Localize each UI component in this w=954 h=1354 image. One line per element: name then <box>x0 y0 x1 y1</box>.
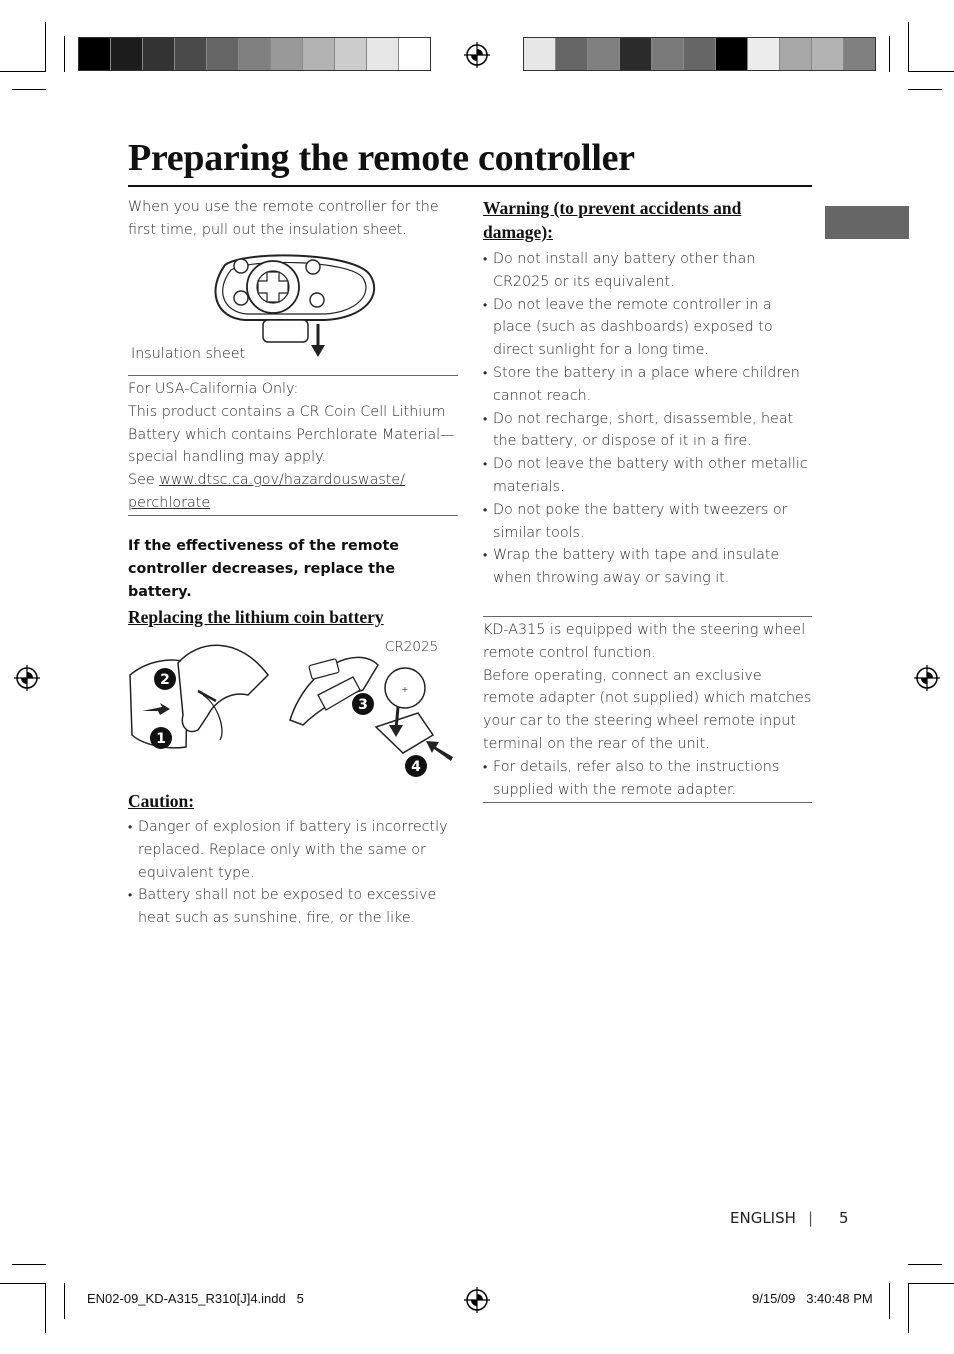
color-swatch <box>780 38 812 70</box>
footer-language: ENGLISH <box>730 1209 796 1227</box>
color-calibration-bar-left <box>78 37 431 71</box>
registration-mark-icon <box>462 1285 492 1315</box>
warning-list <box>483 248 813 590</box>
steering-bullet-item: • For details, refer also to the instructions supplied with the remote adapter. <box>483 756 812 802</box>
california-body: This product contains a CR Coin Cell Lithium Battery which contains Perchlorate Material—special handling may apply. <box>128 403 455 466</box>
registration-mark-icon <box>462 40 492 70</box>
step-3-badge-icon <box>352 693 374 715</box>
california-see-line <box>128 469 413 515</box>
step-1-badge-icon <box>150 727 172 749</box>
replacing-battery-heading: Replacing the lithium coin battery <box>128 607 384 627</box>
slug-timestamp: 9/15/09 3:40:48 PM <box>752 1291 873 1306</box>
list-item: • Do not leave the battery with other metallic materials. <box>483 453 813 499</box>
step-4-number: 4 <box>411 759 421 775</box>
color-swatch <box>684 38 716 70</box>
color-swatch <box>335 38 367 70</box>
slug-filename: EN02-09_KD-A315_R310[J]4.indd 5 <box>87 1291 304 1306</box>
color-swatch <box>524 38 556 70</box>
color-swatch <box>207 38 239 70</box>
color-swatch <box>239 38 271 70</box>
california-top-rule <box>128 375 458 376</box>
steering-bullets <box>483 756 812 802</box>
see-label: See <box>128 472 155 489</box>
list-item: • Do not recharge, short, disassemble, heat the battery, or dispose of it in a fire. <box>483 408 813 454</box>
footer-separator: | <box>808 1209 814 1227</box>
step-4-badge-icon <box>405 755 427 777</box>
registration-mark-icon <box>12 663 42 693</box>
california-notice <box>128 378 458 515</box>
list-item: • Danger of explosion if battery is incorrectly replaced. Replace only with the same or equivalent type. <box>128 816 458 884</box>
language-tab <box>825 206 909 239</box>
color-swatch <box>588 38 620 70</box>
step-1-number: 1 <box>156 731 166 747</box>
color-swatch <box>716 38 748 70</box>
color-swatch <box>844 38 875 70</box>
color-swatch <box>271 38 303 70</box>
color-swatch <box>399 38 430 70</box>
steering-paragraph-2: Before operating, connect an exclusive remote adapter (not supplied) which matches your car to the steering wheel remote input terminal on the rear of the unit. <box>483 667 812 752</box>
steering-bottom-rule <box>483 802 812 803</box>
color-swatch <box>175 38 207 70</box>
color-swatch <box>620 38 652 70</box>
california-bottom-rule <box>128 515 458 516</box>
color-swatch <box>367 38 399 70</box>
color-swatch <box>812 38 844 70</box>
steering-paragraph-1: KD-A315 is equipped with the steering wheel remote control function. <box>483 622 806 661</box>
steering-top-rule <box>483 616 812 617</box>
page-number: 5 <box>839 1209 849 1227</box>
color-swatch <box>303 38 335 70</box>
registration-mark-icon <box>912 663 942 693</box>
list-item: • Battery shall not be exposed to excessive heat such as sunshine, fire, or the like. <box>128 884 458 930</box>
steering-wheel-section <box>483 619 812 801</box>
insulation-sheet-label: Insulation sheet <box>131 346 246 362</box>
list-item: • Do not poke the battery with tweezers or similar tools. <box>483 499 813 545</box>
color-swatch <box>79 38 111 70</box>
color-swatch <box>748 38 780 70</box>
title-rule <box>128 185 812 187</box>
page-title: Preparing the remote controller <box>128 137 635 179</box>
color-swatch <box>652 38 684 70</box>
caution-list <box>128 816 458 930</box>
color-swatch <box>143 38 175 70</box>
step-2-badge-icon <box>154 668 176 690</box>
california-heading: For USA-California Only: <box>128 381 299 397</box>
svg-text:+: + <box>401 685 409 694</box>
battery-type-label: CR2025 <box>385 639 439 655</box>
color-calibration-bar-right <box>523 37 876 71</box>
dtsc-link[interactable]: www.dtsc.ca.gov/hazardouswaste/perchlorate <box>128 472 406 511</box>
list-item: • Do not install any battery other than CR2025 or its equivalent. <box>483 248 813 294</box>
list-item: • Do not leave the remote controller in a place (such as dashboards) exposed to direct sunlight for a long time. <box>483 294 813 362</box>
color-swatch <box>556 38 588 70</box>
color-swatch <box>111 38 143 70</box>
warning-heading: Warning (to prevent accidents and damage): <box>483 198 742 242</box>
caution-heading: Caution: <box>128 791 195 811</box>
intro-text: When you use the remote controller for the first time, pull out the insulation sheet. <box>128 199 439 238</box>
replace-battery-note: If the effectiveness of the remote controller decreases, replace the battery. <box>128 538 399 600</box>
list-item: • Store the battery in a place where children cannot reach. <box>483 362 813 408</box>
step-2-number: 2 <box>160 672 170 688</box>
step-3-number: 3 <box>358 697 368 713</box>
list-item: • Wrap the battery with tape and insulate when throwing away or saving it. <box>483 544 813 590</box>
